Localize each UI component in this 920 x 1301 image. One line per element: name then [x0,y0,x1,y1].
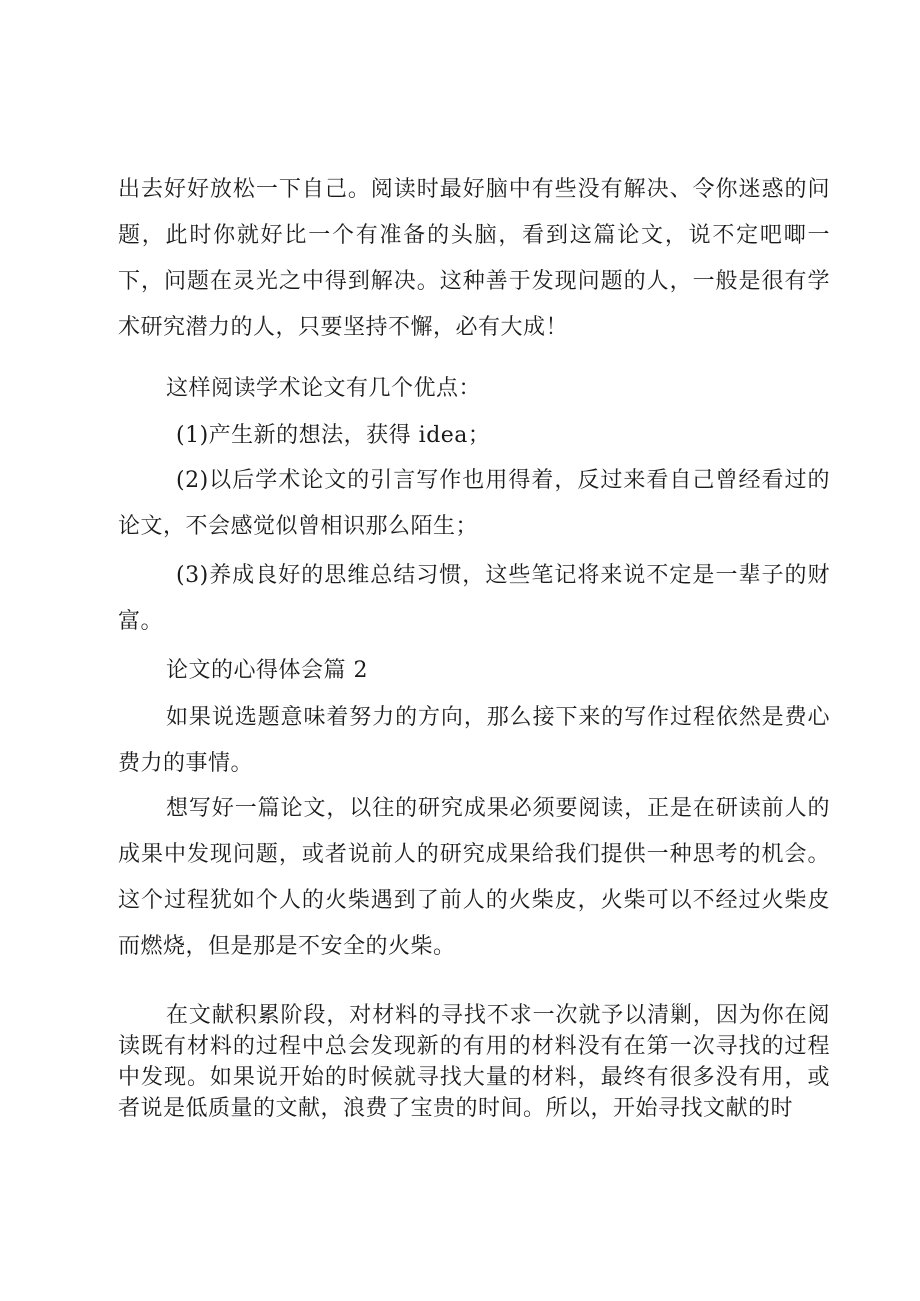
list-item-2: (2)以后学术论文的引言写作也用得着，反过来看自己曾经看过的论文，不会感觉似曾相识那么陌生； [118,468,830,539]
list-item-3: (3)养成良好的思维总结习惯，这些笔记将来说不定是一辈子的财富。 [118,563,830,634]
section-heading: 论文的心得体会篇 2 [166,658,368,683]
paragraph-reading-research: 想写好一篇论文，以往的研究成果必须要阅读，正是在研读前人的成果中发现问题，或者说前人的研究成果给我们提供一种思考的机会。这个过程犹如个人的火柴遇到了前人的火柴皮，火柴可以不经过火柴皮而燃烧，但是那是不安全的火柴。 [118,796,830,959]
list-item-1: (1)产生新的想法，获得 idea； [176,423,491,448]
paragraph-topic-direction: 如果说选题意味着努力的方向，那么接下来的写作过程依然是费心费力的事情。 [118,705,830,776]
paragraph-advantages-intro: 这样阅读学术论文有几个优点： [166,376,482,401]
paragraph-literature-accumulation: 在文献积累阶段，对材料的寻找不求一次就予以清剿，因为你在阅读既有材料的过程中总会发现新的有用的材料没有在第一次寻找的过程中发现。如果说开始的时候就寻找大量的材料，最终有很多没有用，或者说是低质量的文献，浪费了宝贵的时间。所以，开始寻找文献的时 [118,1003,830,1121]
paragraph-continuation: 出去好好放松一下自己。阅读时最好脑中有些没有解决、令你迷惑的问题，此时你就好比一个有准备的头脑，看到这篇论文，说不定吧唧一下，问题在灵光之中得到解决。这种善于发现问题的人，一般是很有学术研究潜力的人，只要坚持不懈，必有大成！ [118,177,830,340]
